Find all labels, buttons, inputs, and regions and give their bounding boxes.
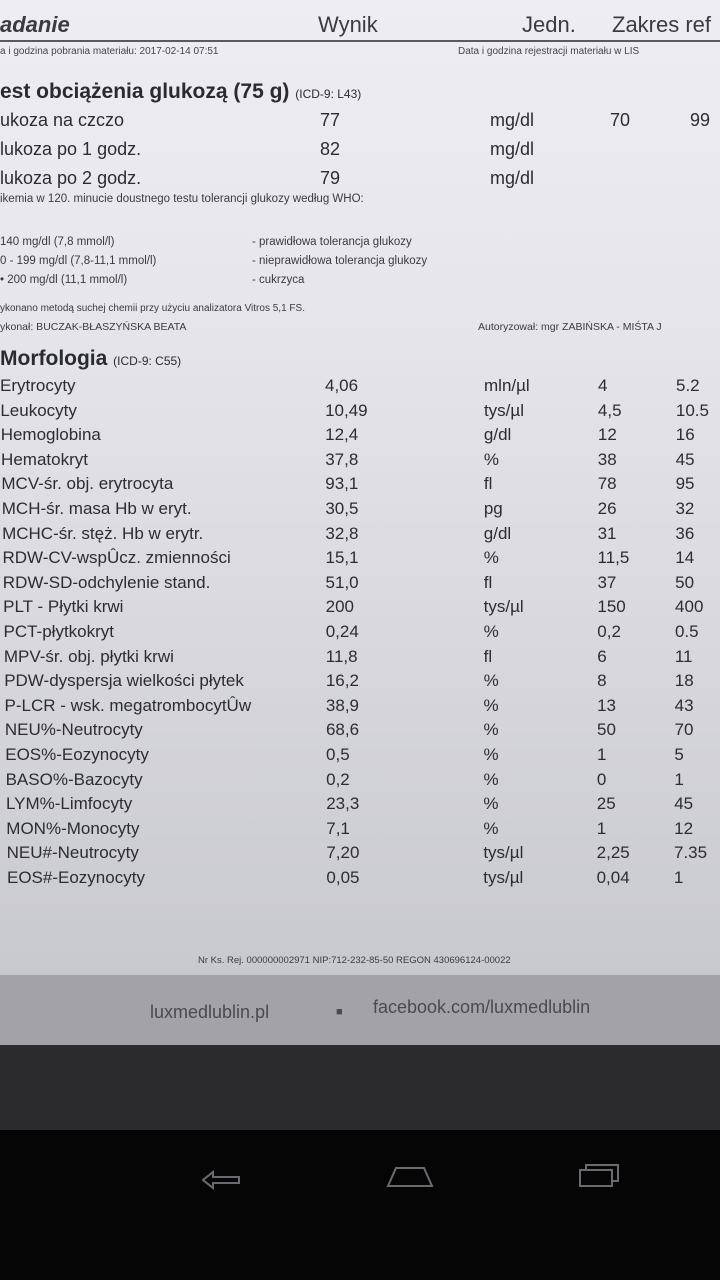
morphology-range-high: 400 [675, 597, 704, 617]
morphology-test-unit: % [483, 745, 499, 764]
morphology-test-value: 30,5 [325, 499, 359, 518]
morphology-range-low: 4,5 [597, 400, 622, 420]
header-unit-col: Jedn. [522, 12, 576, 37]
glucose-test-name: ukoza na czczo [0, 110, 125, 130]
morphology-title-text: Morfologia [0, 347, 108, 370]
morphology-test-unit: % [483, 449, 500, 469]
morphology-test-value: 68,6 [325, 720, 360, 740]
morphology-range-high: 43 [674, 695, 694, 715]
glucose-test-value: 77 [320, 110, 341, 130]
authorized-by: Autoryzował: mgr ZABIŃSKA - MIŚTA J [478, 321, 662, 333]
morphology-test-unit: g/dl [483, 523, 512, 543]
morphology-test-name: MCH-śr. masa Hb w eryt. [1, 499, 192, 518]
android-nav-bar [0, 1130, 720, 1280]
morphology-test-unit: fl [483, 646, 493, 666]
morphology-range-high: 14 [675, 548, 695, 568]
morphology-range-low: 11,5 [597, 548, 630, 568]
morphology-test-unit: tys/µl [483, 868, 524, 887]
footer-facebook: facebook.com/luxmedlublin [373, 997, 591, 1017]
morphology-test-name: BASO%-Bazocyty [5, 769, 143, 789]
morphology-test-name: Erytrocyty [0, 376, 76, 395]
performed-by: ykonał: BUCZAK-BŁASZYŃSKA BEATA [0, 321, 187, 333]
glucose-test-name: lukoza po 1 godz. [0, 139, 142, 159]
morphology-test-name: P-LCR - wsk. megatrombocytÛw [4, 695, 252, 715]
glucose-test-value: 79 [320, 168, 341, 188]
morphology-test-name: MPV-śr. obj. płytki krwi [3, 646, 174, 666]
glucose-test-value: 82 [320, 139, 341, 159]
morphology-test-value: 4,06 [325, 376, 359, 395]
back-icon[interactable] [195, 1166, 245, 1194]
morphology-test-name: NEU#-Neutrocyty [6, 843, 139, 863]
morphology-test-value: 7,1 [326, 818, 350, 838]
morphology-test-name: NEU%-Neutrocyty [4, 720, 143, 740]
morphology-range-high: 5 [674, 745, 684, 764]
morphology-range-low: 0,2 [597, 622, 621, 641]
glucose-who-note: ikemia w 120. minucie doustnego testu tolerancji glukozy według WHO: [0, 193, 364, 205]
morphology-test-value: 15,1 [325, 548, 359, 568]
morphology-test-name: LYM%-Limfocyty [5, 794, 133, 814]
registry-number: Nr Ks. Rej. 000000002971 NIP:712-232-85-50 REGON 430696124-00022 [198, 955, 511, 966]
morphology-range-high: 16 [675, 425, 695, 445]
morphology-range-high: 32 [675, 499, 695, 518]
morphology-range-low: 0,04 [596, 868, 630, 887]
morphology-test-unit: % [483, 548, 499, 568]
morphology-range-high: 95 [675, 474, 695, 494]
glucose-icd: (ICD-9: L43) [295, 87, 362, 101]
morphology-range-low: 0 [596, 769, 607, 789]
morphology-range-low: 78 [597, 474, 617, 494]
morphology-range-low: 50 [597, 720, 616, 740]
morphology-test-value: 200 [325, 597, 354, 617]
morphology-test-unit: % [483, 794, 499, 814]
recents-icon[interactable] [576, 1162, 622, 1190]
morphology-test-name: PDW-dyspersja wielkości płytek [4, 671, 244, 691]
morphology-test-unit: fl [483, 474, 493, 494]
morphology-range-low: 1 [596, 745, 607, 764]
morphology-range-low: 26 [597, 499, 617, 518]
morphology-test-name: RDW-SD-odchylenie stand. [2, 572, 211, 592]
morphology-range-low: 13 [597, 695, 616, 715]
morphology-range-high: 18 [674, 671, 694, 691]
morphology-range-low: 25 [596, 794, 616, 814]
morphology-range-high: 70 [674, 720, 694, 740]
glucose-test-unit: mg/dl [490, 168, 535, 188]
header-result-col: Wynik [318, 12, 378, 37]
morphology-test-value: 11,8 [325, 646, 358, 666]
morphology-test-unit: mln/µl [484, 376, 530, 395]
criteria-meaning: - nieprawidłowa tolerancja glukozy [252, 255, 428, 267]
morphology-range-low: 4 [598, 376, 608, 395]
morphology-range-low: 8 [597, 671, 607, 691]
morphology-range-high: 12 [674, 818, 694, 838]
morphology-range-high: 10.5 [675, 400, 709, 420]
morphology-range-high: 0.5 [674, 622, 699, 641]
criteria-meaning: - cukrzyca [252, 274, 305, 286]
glucose-test-name: lukoza po 2 godz. [0, 168, 142, 188]
method-note: ykonano metodą suchej chemii przy użyciu analizatora Vitros 5,1 FS. [0, 303, 305, 314]
morphology-test-value: 38,9 [325, 695, 359, 715]
morphology-test-name: MCHC-śr. stęż. Hb w erytr. [2, 523, 204, 543]
sample-collection-date: a i godzina pobrania materiału: 2017-02-14 07:51 [0, 46, 219, 57]
morphology-test-value: 51,0 [325, 572, 359, 592]
morphology-range-low: 37 [597, 572, 617, 592]
morphology-test-value: 0,2 [326, 769, 350, 789]
morphology-test-name: RDW-CV-wspÛcz. zmienności [2, 548, 231, 568]
morphology-range-low: 1 [596, 818, 607, 838]
criteria-range: 0 - 199 mg/dl (7,8-11,1 mmol/l) [0, 255, 157, 267]
morphology-range-high: 36 [675, 523, 695, 543]
morphology-range-high: 1 [674, 769, 684, 789]
morphology-test-value: 7,20 [326, 843, 360, 863]
morphology-test-name: EOS%-Eozynocyty [5, 745, 149, 764]
morphology-test-name: EOS#-Eozynocyty [7, 868, 145, 887]
morphology-range-high: 45 [675, 449, 695, 469]
morphology-test-value: 12,4 [325, 425, 359, 445]
morphology-test-value: 10,49 [325, 400, 368, 420]
morphology-range-high: 1 [673, 868, 684, 887]
morphology-test-value: 37,8 [325, 449, 359, 469]
header-range-col: Zakres ref [612, 12, 712, 37]
morphology-test-unit: % [483, 622, 499, 641]
criteria-range: • 200 mg/dl (11,1 mmol/l) [0, 274, 128, 286]
morphology-test-unit: g/dl [483, 425, 512, 445]
morphology-range-high: 50 [675, 572, 695, 592]
morphology-test-unit: % [483, 695, 499, 715]
morphology-test-name: Hemoglobina [0, 425, 101, 445]
morphology-test-unit: tys/µl [483, 597, 524, 617]
morphology-test-value: 16,2 [325, 671, 359, 691]
glucose-title-text: est obciążenia glukozą (75 g) [0, 80, 290, 103]
criteria-meaning: - prawidłowa tolerancja glukozy [252, 236, 412, 248]
home-icon[interactable] [384, 1162, 436, 1190]
morphology-test-name: MON%-Monocyty [6, 818, 140, 838]
morphology-test-name: Leukocyty [0, 400, 77, 420]
glucose-range-low: 70 [610, 110, 631, 130]
footer-website: luxmedlublin.pl [150, 1002, 270, 1022]
morphology-test-value: 0,5 [326, 745, 350, 764]
glucose-test-title [0, 80, 361, 104]
header-divider [0, 40, 720, 42]
glucose-test-unit: mg/dl [490, 110, 535, 130]
registration-date-label: Data i godzina rejestracji materiału w LIS [458, 46, 640, 57]
header-test-col: adanie [0, 12, 70, 37]
morphology-range-low: 31 [597, 523, 617, 543]
morphology-icd: (ICD-9: C55) [113, 354, 182, 368]
morphology-test-unit: tys/µl [483, 843, 524, 863]
morphology-test-unit: pg [483, 499, 503, 518]
morphology-range-high: 7.35 [674, 843, 708, 863]
criteria-range: 140 mg/dl (7,8 mmol/l) [0, 236, 115, 248]
morphology-range-high: 45 [674, 794, 694, 814]
morphology-range-low: 6 [597, 646, 607, 666]
glucose-range-high: 99 [690, 110, 711, 130]
morphology-title [0, 347, 181, 371]
morphology-test-unit: % [483, 671, 499, 691]
morphology-test-value: 0,24 [325, 622, 359, 641]
morphology-test-unit: % [483, 769, 499, 789]
morphology-range-low: 38 [597, 449, 617, 469]
glucose-test-unit: mg/dl [490, 139, 535, 159]
morphology-test-unit: % [483, 720, 499, 740]
morphology-test-value: 0,05 [326, 868, 360, 887]
morphology-range-high: 11 [674, 646, 693, 666]
morphology-test-unit: fl [483, 572, 493, 592]
morphology-range-high: 5.2 [676, 376, 700, 395]
morphology-test-value: 32,8 [325, 523, 359, 543]
tablet-bezel [0, 1045, 720, 1130]
footer-separator: ■ [336, 1006, 343, 1018]
morphology-test-name: Hematokryt [1, 449, 88, 469]
morphology-test-unit: % [483, 818, 499, 838]
morphology-range-low: 12 [597, 425, 617, 445]
morphology-test-name: PCT-płytkokryt [3, 622, 115, 641]
morphology-test-value: 23,3 [326, 794, 360, 814]
morphology-test-unit: tys/µl [483, 400, 524, 420]
morphology-range-low: 2,25 [596, 843, 630, 863]
morphology-test-value: 93,1 [325, 474, 359, 494]
footer-band [0, 975, 720, 1050]
morphology-test-name: PLT - Płytki krwi [3, 597, 124, 617]
morphology-range-low: 150 [597, 597, 626, 617]
morphology-test-name: MCV-śr. obj. erytrocyta [1, 474, 174, 494]
